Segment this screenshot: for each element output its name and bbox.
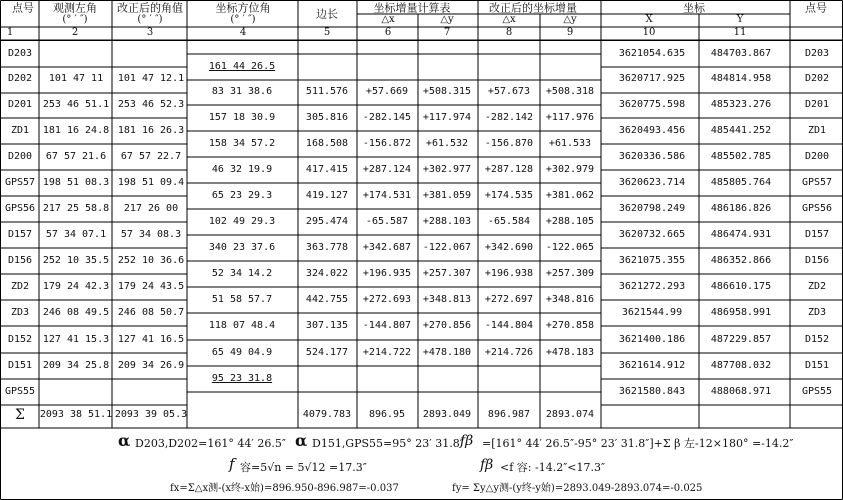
header-dx: △x bbox=[381, 14, 395, 25]
row-y: 487229.857 bbox=[710, 334, 772, 345]
leg-dx: +57.669 bbox=[365, 86, 409, 97]
leg-azimuth: 83 31 38.6 bbox=[211, 86, 273, 97]
row-point-right: D200 bbox=[804, 151, 830, 162]
leg-dy: +478.180 bbox=[422, 347, 472, 358]
leg-dy-corrected: +381.062 bbox=[545, 190, 595, 201]
row-corrected: 101 47 12.1 bbox=[117, 73, 185, 84]
leg-azimuth: 340 23 37.6 bbox=[208, 242, 276, 253]
row-point: D156 bbox=[7, 255, 33, 266]
leg-azimuth: 118 07 48.4 bbox=[208, 320, 276, 331]
row-corrected: 252 10 36.6 bbox=[117, 255, 185, 266]
column-number: 7 bbox=[443, 27, 451, 38]
leg-length: 417.415 bbox=[305, 164, 349, 175]
row-point-right: D157 bbox=[804, 229, 830, 240]
leg-azimuth: 52 34 14.2 bbox=[211, 268, 273, 279]
leg-length: 324.022 bbox=[305, 268, 349, 279]
leg-dx: +214.722 bbox=[362, 347, 412, 358]
leg-length: 295.474 bbox=[305, 216, 349, 227]
row-y: 487708.032 bbox=[710, 360, 772, 371]
column-number: 5 bbox=[323, 27, 331, 38]
leg-dy-corrected: +288.105 bbox=[545, 216, 595, 227]
row-point-right: GPS55 bbox=[801, 386, 833, 397]
leg-dy-corrected: +348.816 bbox=[545, 294, 595, 305]
row-x: 3621614.912 bbox=[618, 360, 686, 371]
row-point: GPS57 bbox=[4, 177, 36, 188]
leg-dx: +174.531 bbox=[362, 190, 412, 201]
row-corrected: 127 41 16.5 bbox=[117, 334, 185, 345]
header-x: X bbox=[645, 14, 653, 25]
row-point-right: ZD2 bbox=[807, 281, 827, 292]
row-observed: 101 47 11 bbox=[48, 73, 104, 84]
row-x: 3620732.665 bbox=[618, 229, 686, 240]
row-observed: 57 34 07.1 bbox=[45, 229, 107, 240]
header-dy-corrected: △y bbox=[563, 14, 577, 25]
header-corrected-angle: 改正后的角值 bbox=[117, 1, 183, 15]
leg-length: 168.508 bbox=[305, 138, 349, 149]
row-x: 3621272.293 bbox=[618, 281, 686, 292]
row-observed: 181 16 24.8 bbox=[42, 125, 110, 136]
row-point-right: GPS56 bbox=[801, 203, 833, 214]
row-point-right: GPS57 bbox=[801, 177, 833, 188]
row-observed: 217 25 58.8 bbox=[42, 203, 110, 214]
leg-length: 307.135 bbox=[305, 320, 349, 331]
leg-dy-corrected: +257.309 bbox=[545, 268, 595, 279]
row-corrected: 67 57 22.7 bbox=[120, 151, 182, 162]
row-corrected: 209 34 26.9 bbox=[117, 360, 185, 371]
row-x: 3620623.714 bbox=[618, 177, 686, 188]
formula-angle-misclosure: =[161° 44′ 26.5″-95° 23′ 31.8″]+Σ β 左-12×180° =-14.2″ bbox=[482, 437, 794, 450]
row-point-right: D202 bbox=[804, 73, 830, 84]
formula-azimuth-end: D151,GPS55=95° 23′ 31.8″ bbox=[312, 437, 464, 450]
row-point: D201 bbox=[7, 99, 33, 110]
f-symbol: f bbox=[229, 455, 235, 473]
leg-length: 363.778 bbox=[305, 242, 349, 253]
total-length: 4079.783 bbox=[302, 409, 352, 420]
header-dy: △y bbox=[440, 14, 454, 25]
row-x: 3621544.99 bbox=[621, 307, 683, 318]
row-point: D200 bbox=[7, 151, 33, 162]
leg-dy: +61.532 bbox=[425, 138, 469, 149]
row-y: 486610.175 bbox=[710, 281, 772, 292]
total-corrected: 2093 39 05.3 bbox=[114, 409, 188, 420]
row-observed: 179 24 42.3 bbox=[42, 281, 110, 292]
column-number: 6 bbox=[384, 27, 392, 38]
row-point: D152 bbox=[7, 334, 33, 345]
row-point: ZD2 bbox=[10, 281, 30, 292]
leg-azimuth: 102 49 29.3 bbox=[208, 216, 276, 227]
row-observed: 209 34 25.8 bbox=[42, 360, 110, 371]
leg-dx: -282.145 bbox=[362, 112, 412, 123]
row-corrected: 217 26 00 bbox=[123, 203, 179, 214]
column-number: 9 bbox=[566, 27, 574, 38]
leg-dy: +257.307 bbox=[422, 268, 472, 279]
formula-tolerance-check: <f 容: -14.2″<17.3″ bbox=[500, 461, 606, 474]
row-point: D151 bbox=[7, 360, 33, 371]
total-dx-corrected: 896.987 bbox=[487, 409, 531, 420]
leg-dx-corrected: +196.938 bbox=[484, 268, 534, 279]
row-x: 3620775.598 bbox=[618, 99, 686, 110]
f-beta-symbol: fβ bbox=[480, 457, 494, 473]
f-beta-symbol: fβ bbox=[460, 433, 474, 449]
row-y: 485805.764 bbox=[710, 177, 772, 188]
row-y: 484814.958 bbox=[710, 73, 772, 84]
leg-azimuth: 46 32 19.9 bbox=[211, 164, 273, 175]
leg-dy: +508.315 bbox=[422, 86, 472, 97]
unit-corrected: (° ′ ″) bbox=[137, 14, 163, 25]
row-y: 486352.866 bbox=[710, 255, 772, 266]
sigma-symbol: Σ bbox=[15, 407, 25, 423]
row-point: D203 bbox=[7, 48, 33, 59]
leg-azimuth: 161 44 26.5 bbox=[208, 61, 276, 72]
leg-length: 419.127 bbox=[305, 190, 349, 201]
row-corrected: 181 16 26.3 bbox=[117, 125, 185, 136]
row-x: 3620798.249 bbox=[618, 203, 686, 214]
row-corrected: 179 24 43.5 bbox=[117, 281, 185, 292]
header-increment-calc: 坐标增量计算表 bbox=[373, 1, 451, 15]
column-number: 10 bbox=[642, 27, 656, 38]
row-corrected: 57 34 08.3 bbox=[120, 229, 182, 240]
leg-dx-corrected: -156.870 bbox=[484, 138, 534, 149]
leg-dy: +348.813 bbox=[422, 294, 472, 305]
row-y: 485502.785 bbox=[710, 151, 772, 162]
header-point-right: 点号 bbox=[805, 1, 827, 15]
alpha-symbol: α bbox=[118, 431, 131, 450]
total-dx: 896.95 bbox=[368, 409, 406, 420]
formula-azimuth-start: D203,D202=161° 44′ 26.5″ bbox=[135, 437, 286, 450]
leg-dx: +196.935 bbox=[362, 268, 412, 279]
leg-length: 442.755 bbox=[305, 294, 349, 305]
row-y: 486474.931 bbox=[710, 229, 772, 240]
row-x: 3620493.456 bbox=[618, 125, 686, 136]
formula-fx: fx=Σ△x测-(x终-x始)=896.950-896.987=-0.037 bbox=[170, 483, 399, 494]
column-number: 4 bbox=[239, 27, 247, 38]
row-point-right: ZD1 bbox=[807, 125, 827, 136]
row-observed: 252 10 35.5 bbox=[42, 255, 110, 266]
leg-length: 524.177 bbox=[305, 347, 349, 358]
total-observed: 2093 38 51.1 bbox=[39, 409, 113, 420]
column-number: 1 bbox=[6, 27, 14, 38]
leg-dx: -65.587 bbox=[365, 216, 409, 227]
column-number: 2 bbox=[71, 27, 79, 38]
row-observed: 67 57 21.6 bbox=[45, 151, 107, 162]
row-point-right: D201 bbox=[804, 99, 830, 110]
header-y: Y bbox=[736, 14, 744, 25]
leg-dx: +287.124 bbox=[362, 164, 412, 175]
leg-dx: +342.687 bbox=[362, 242, 412, 253]
row-point: ZD1 bbox=[10, 125, 30, 136]
leg-dy: +302.977 bbox=[422, 164, 472, 175]
row-y: 486958.991 bbox=[710, 307, 772, 318]
row-x: 3621054.635 bbox=[618, 48, 686, 59]
leg-dy: +381.059 bbox=[422, 190, 472, 201]
leg-dy-corrected: +478.183 bbox=[545, 347, 595, 358]
row-y: 485441.252 bbox=[710, 125, 772, 136]
row-y: 485323.276 bbox=[710, 99, 772, 110]
row-x: 3621400.186 bbox=[618, 334, 686, 345]
leg-dy-corrected: -122.065 bbox=[545, 242, 595, 253]
header-azimuth: 坐标方位角 bbox=[215, 1, 271, 15]
row-point: GPS56 bbox=[4, 203, 36, 214]
leg-dx-corrected: +214.726 bbox=[484, 347, 534, 358]
leg-azimuth: 158 34 57.2 bbox=[208, 138, 276, 149]
row-point-right: D152 bbox=[804, 334, 830, 345]
leg-length: 305.816 bbox=[305, 112, 349, 123]
leg-dy-corrected: +508.318 bbox=[545, 86, 595, 97]
row-observed: 198 51 08.3 bbox=[42, 177, 110, 188]
unit-azimuth: (° ′ ″) bbox=[230, 14, 256, 25]
leg-dx-corrected: +272.697 bbox=[484, 294, 534, 305]
unit-observed: (° ′ ″) bbox=[62, 14, 88, 25]
leg-azimuth: 65 49 04.9 bbox=[211, 347, 273, 358]
alpha-symbol: α bbox=[295, 431, 308, 450]
leg-dx: -156.872 bbox=[362, 138, 412, 149]
formula-tolerance: 容=5√n = 5√12 =17.3″ bbox=[240, 461, 367, 474]
row-observed: 246 08 49.5 bbox=[42, 307, 110, 318]
header-side-length: 边长 bbox=[316, 7, 338, 21]
row-x: 3620336.586 bbox=[618, 151, 686, 162]
row-point-right: D151 bbox=[804, 360, 830, 371]
leg-dx-corrected: +57.673 bbox=[487, 86, 531, 97]
header-dx-corrected: △x bbox=[502, 14, 516, 25]
row-y: 486186.826 bbox=[710, 203, 772, 214]
column-number: 11 bbox=[733, 27, 747, 38]
total-dy-corrected: 2893.074 bbox=[545, 409, 595, 420]
row-point-right: D203 bbox=[804, 48, 830, 59]
leg-dx-corrected: -65.584 bbox=[487, 216, 531, 227]
row-point: GPS55 bbox=[4, 386, 36, 397]
leg-dy-corrected: +270.858 bbox=[545, 320, 595, 331]
row-point: D202 bbox=[7, 73, 33, 84]
formula-fy: fy= Σy△y测-(y终-y始)=2893.049-2893.074=-0.025 bbox=[452, 483, 703, 494]
row-point: ZD3 bbox=[10, 307, 30, 318]
leg-dx-corrected: +342.690 bbox=[484, 242, 534, 253]
leg-dx-corrected: +287.128 bbox=[484, 164, 534, 175]
leg-dx: -144.807 bbox=[362, 320, 412, 331]
row-point-right: D156 bbox=[804, 255, 830, 266]
row-x: 3621075.355 bbox=[618, 255, 686, 266]
row-corrected: 198 51 09.4 bbox=[117, 177, 185, 188]
leg-dx: +272.693 bbox=[362, 294, 412, 305]
leg-azimuth: 65 23 29.3 bbox=[211, 190, 273, 201]
leg-dy: +117.974 bbox=[422, 112, 472, 123]
leg-dy: +288.103 bbox=[422, 216, 472, 227]
header-corrected-increment: 改正后的坐标增量 bbox=[489, 1, 577, 15]
leg-dy-corrected: +61.533 bbox=[548, 138, 592, 149]
row-observed: 253 46 51.1 bbox=[42, 99, 110, 110]
header-observed-angle: 观测左角 bbox=[53, 1, 97, 15]
leg-dy: +270.856 bbox=[422, 320, 472, 331]
leg-azimuth: 157 18 30.9 bbox=[208, 112, 276, 123]
row-corrected: 246 08 50.7 bbox=[117, 307, 185, 318]
column-number: 8 bbox=[505, 27, 513, 38]
leg-dx-corrected: +174.535 bbox=[484, 190, 534, 201]
leg-dx-corrected: -282.142 bbox=[484, 112, 534, 123]
row-point: D157 bbox=[7, 229, 33, 240]
row-y: 484703.867 bbox=[710, 48, 772, 59]
row-x: 3621580.843 bbox=[618, 386, 686, 397]
header-coordinates: 坐标 bbox=[683, 1, 705, 15]
total-dy: 2893.049 bbox=[422, 409, 472, 420]
leg-length: 511.576 bbox=[305, 86, 349, 97]
row-x: 3620717.925 bbox=[618, 73, 686, 84]
leg-dx-corrected: -144.804 bbox=[484, 320, 534, 331]
leg-dy-corrected: +117.976 bbox=[545, 112, 595, 123]
row-point-right: ZD3 bbox=[807, 307, 827, 318]
leg-azimuth: 95 23 31.8 bbox=[211, 373, 273, 384]
column-number: 3 bbox=[146, 27, 154, 38]
leg-azimuth: 51 58 57.7 bbox=[211, 294, 273, 305]
header-point: 点号 bbox=[12, 1, 34, 15]
row-corrected: 253 46 52.3 bbox=[117, 99, 185, 110]
row-observed: 127 41 15.3 bbox=[42, 334, 110, 345]
leg-dy-corrected: +302.979 bbox=[545, 164, 595, 175]
row-y: 488068.971 bbox=[710, 386, 772, 397]
leg-dy: -122.067 bbox=[422, 242, 472, 253]
